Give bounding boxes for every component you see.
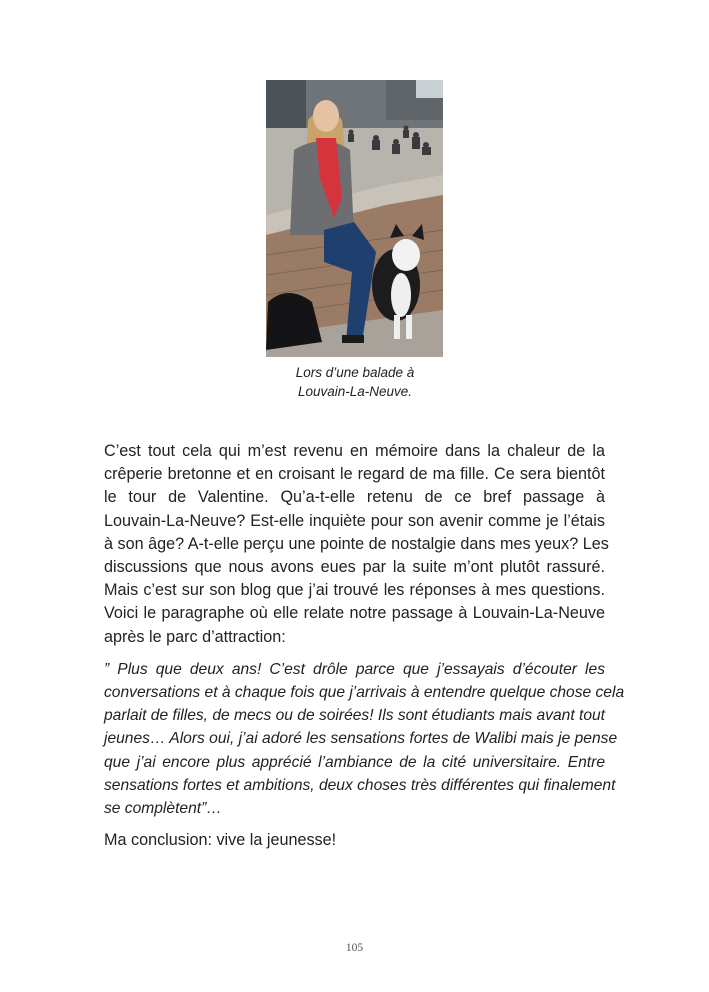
text-line: le tour de Valentine. Qu’a-t-elle retenu de ce bref passage à (104, 488, 605, 507)
text-line: C’est tout cela qui m’est revenu en mémoire dans la chaleur de la (104, 442, 605, 460)
quote-line: parlait de filles, de mecs ou de soirées! Ils sont étudiants mais avant tout (104, 707, 605, 725)
body-text (104, 440, 625, 861)
text-line: Mais c’est sur son blog que j’ai trouvé les réponses à mes questions. (104, 581, 605, 600)
quote-line: jeunes… Alors oui, j’ai adoré les sensations fortes de Walibi mais je pense (104, 730, 618, 748)
text-line: discussions que nous avons eues par la suite m’ont plutôt rassuré. (104, 558, 605, 577)
quote-line: sensations fortes et ambitions, deux choses très différentes qui finalement (104, 776, 616, 794)
conclusion (104, 829, 605, 852)
paragraph-memory (104, 440, 609, 649)
blog-quote (104, 658, 625, 820)
photo (266, 80, 443, 357)
photo-illustration (266, 80, 443, 357)
photo-caption (220, 363, 490, 401)
conclusion-line: Ma conclusion: vive la jeunesse! (104, 831, 337, 850)
text-line: crêperie bretonne et en croisant le regard de ma fille. Ce sera bientôt (104, 465, 605, 484)
quote-line: ” Plus que deux ans! C’est drôle parce que j’essayais d’écouter les (104, 660, 605, 678)
page-number: 105 (345, 942, 364, 954)
caption-line: Louvain-La-Neuve. (297, 384, 413, 399)
text-line: à son âge? A-t-elle perçu une pointe de nostalgie dans mes yeux? Les (104, 534, 609, 553)
quote-line: se complètent”… (104, 800, 222, 818)
quote-line: conversations et à chaque fois que j’arrivais à entendre quelque chose cela (104, 684, 625, 702)
text-line: Louvain-La-Neuve? Est-elle inquiète pour son avenir comme je l’étais (104, 511, 605, 530)
caption-line: Lors d’une balade à (295, 365, 415, 380)
text-line: après le parc d’attraction: (104, 627, 286, 646)
quote-line: que j’ai encore plus apprécié l’ambiance de la cité universitaire. Entre (104, 753, 605, 771)
text-line: Voici le paragraphe où elle relate notre passage à Louvain-La-Neuve (104, 604, 605, 623)
